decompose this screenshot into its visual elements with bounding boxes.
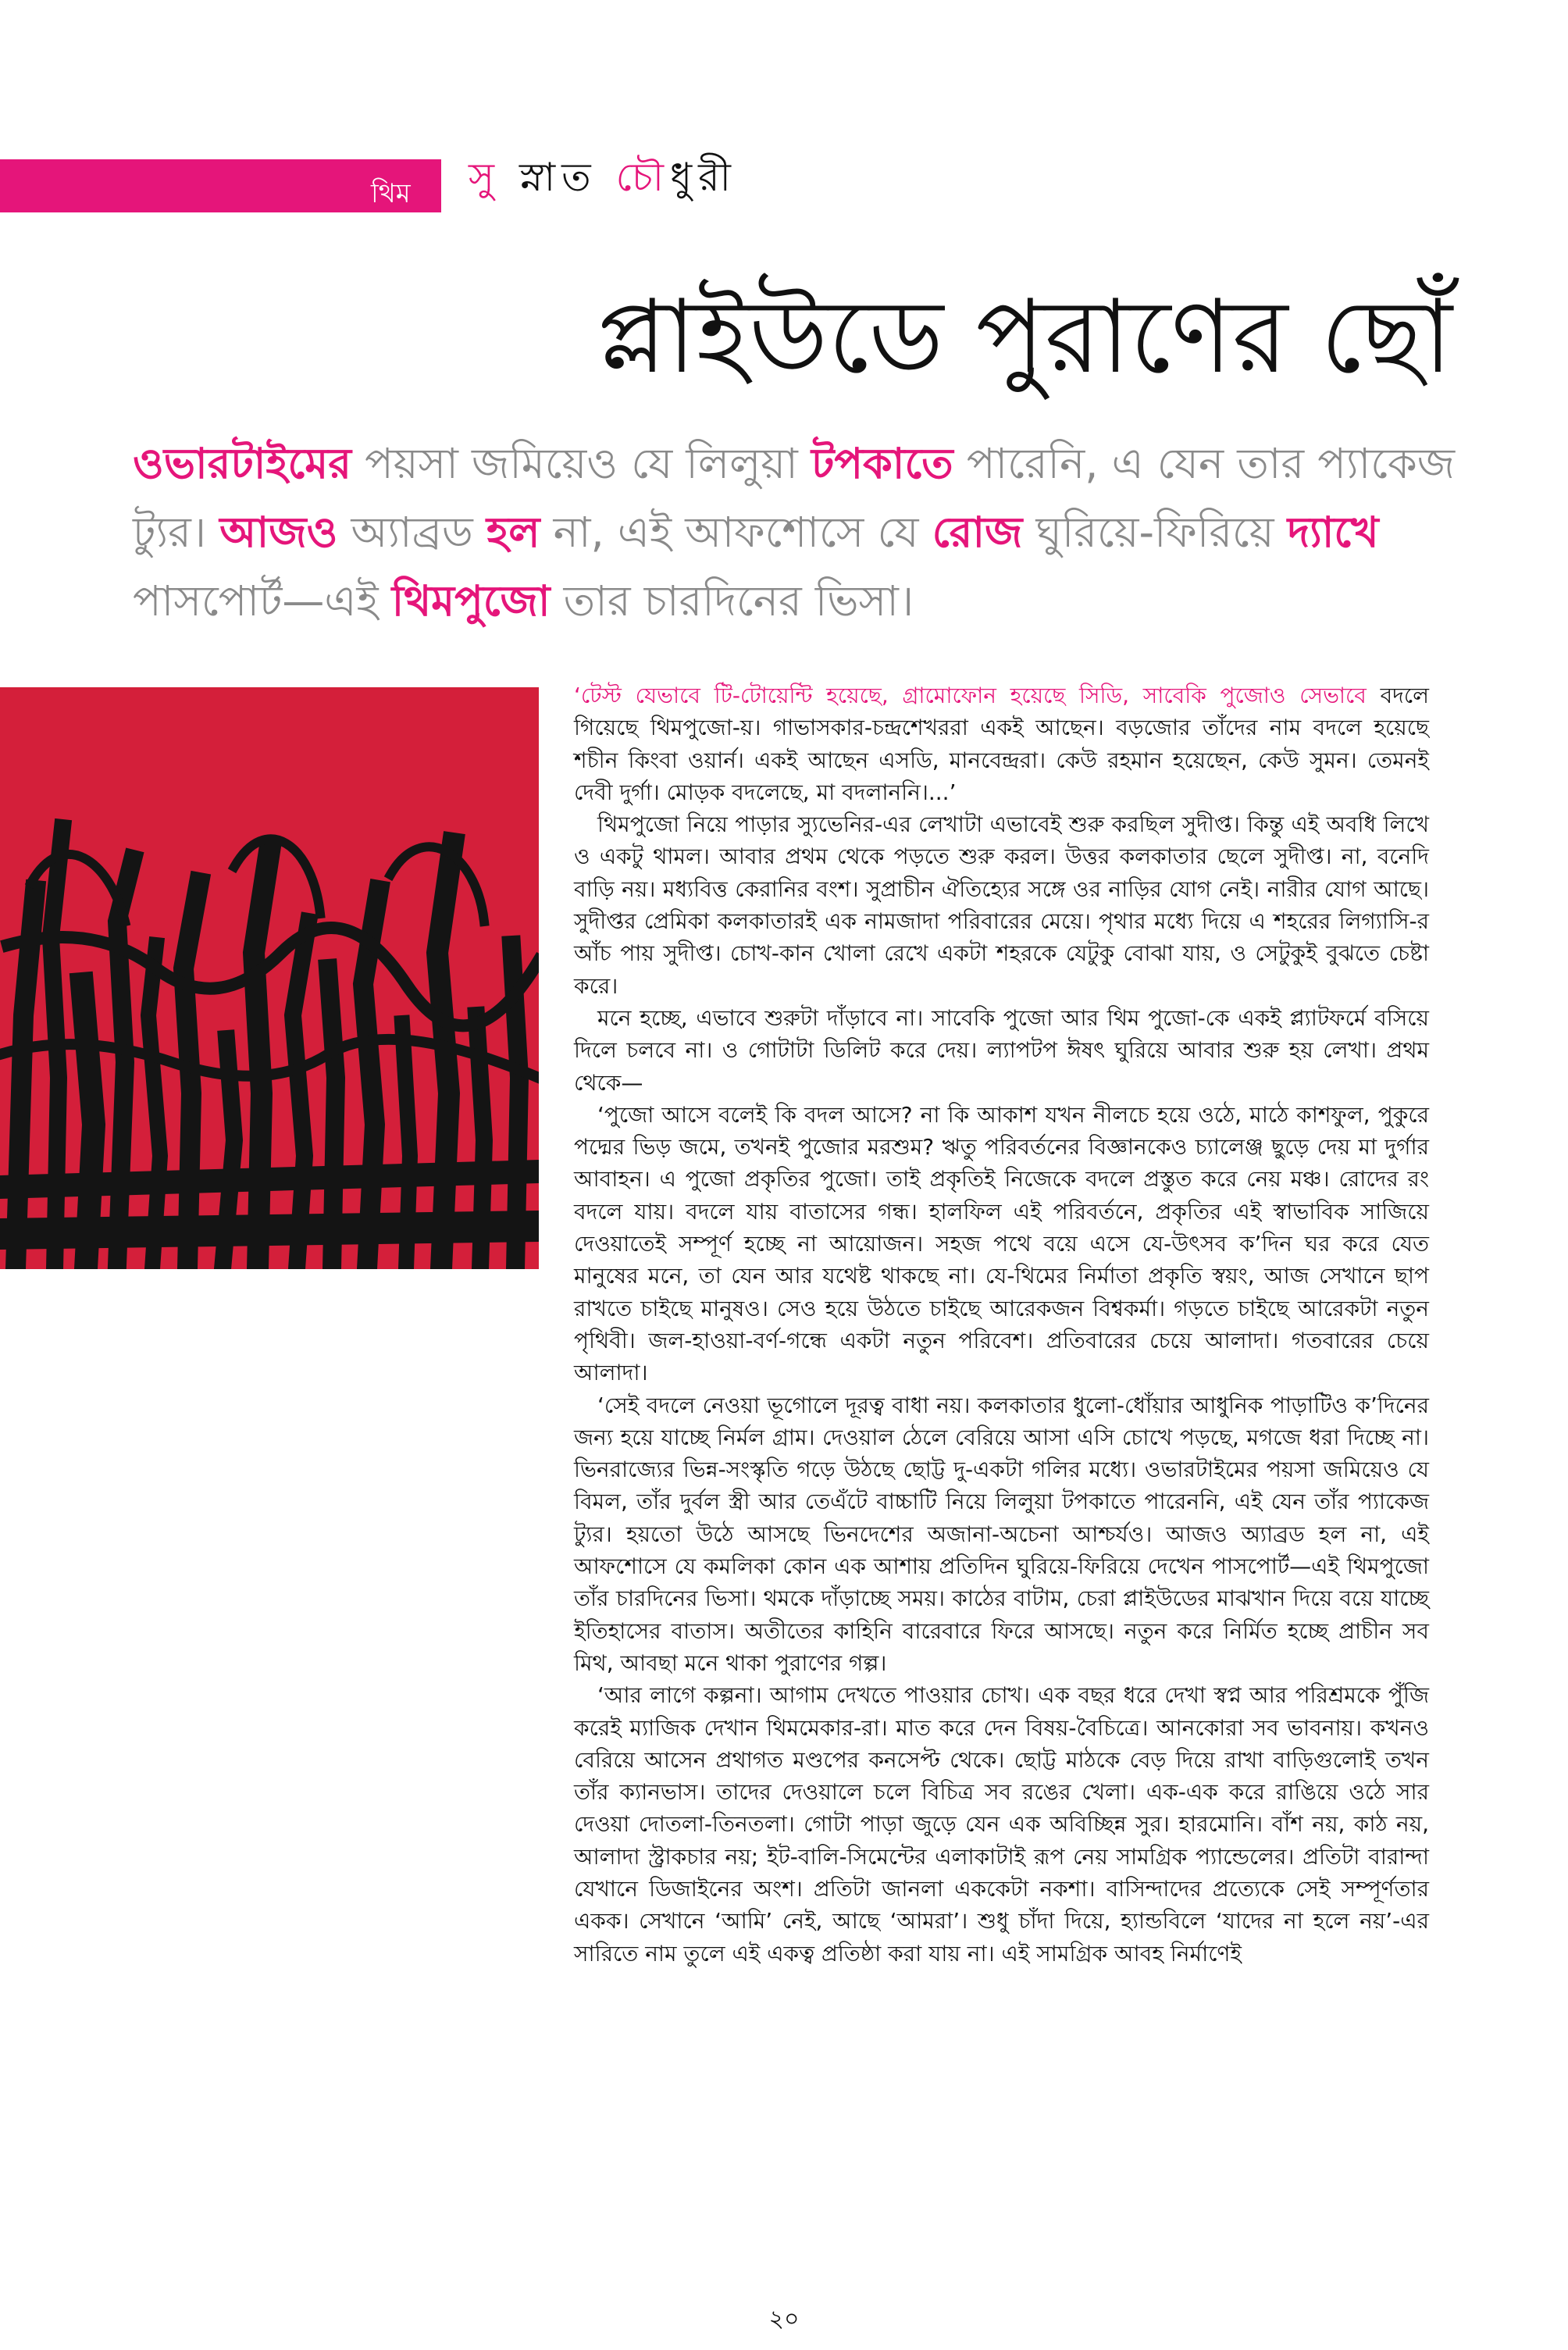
standfirst-highlight: থিমপুজো [391, 576, 551, 626]
standfirst-text: তার চারদিনের ভিসা। [550, 576, 914, 626]
standfirst-highlight: টপকাতে [811, 439, 953, 488]
standfirst-text: অ্যাব্রড [337, 508, 486, 557]
illustration-wooden-figures [0, 687, 539, 1269]
standfirst-highlight: হল [486, 508, 540, 557]
standfirst-text: পাসপোর্ট—এই [133, 576, 392, 626]
author-part: চৌ [615, 155, 671, 200]
standfirst-highlight: দ্যাখে [1287, 508, 1379, 557]
article-lead: ‘টেস্ট যেভাবে টি-টোয়েন্টি হয়েছে, গ্রামোফোন হয়েছে সিডি, সাবেকি পুজোও সেভাবে [574, 683, 1367, 708]
article-paragraph-text: বদলে গিয়েছে থিমপুজো-য়। গাভাসকার-চন্দ্রশেখররা একই আছেন। বড়জোর তাঁদের নাম বদলে হয়েছে শচীন কিংবা ওয়ার্ন। একই আছেন এসডি, মানবেন্দ্ররা। কেউ রহমান হয়েছেন, কেউ সুমন। তেমনই দেবী দুর্গা। মোড়ক বদলেছে, মা বদলাননি।...’ [574, 683, 1429, 805]
page-number: ২০ [768, 2305, 800, 2333]
author-byline [469, 148, 737, 213]
author-part: স্নাত [519, 155, 597, 200]
article-paragraph: ‘পুজো আসে বলেই কি বদল আসে? না কি আকাশ যখন নীলচে হয়ে ওঠে, মাঠে কাশফুল, পুকুরে পদ্মের ভিড় জমে, তখনই পুজোর মরশুম? ঋতু পরিবর্তনের বিজ্ঞানকেও চ্যালেঞ্জ ছুড়ে দেয় মা দুর্গার আবাহন। এ পুজো প্রকৃতির পুজো। তাই প্রকৃতিই নিজেকে বদলে প্রস্তুত করে নেয় মঞ্চ। রোদের রং বদলে যায়। বদলে যায় বাতাসের গন্ধ। হালফিল এই পরিবর্তনে, প্রকৃতির এই স্বাভাবিক সাজিয়ে দেওয়াতেই সম্পূর্ণ হচ্ছে না আয়োজন। সহজ পথে বয়ে এসে যে-উৎসব ক’দিন ঘর করে যেত মানুষের মনে, তা যেন আর যথেষ্ট থাকছে না। যে-থিমের নির্মাতা প্রকৃতি স্বয়ং, আজ সেখানে ছাপ রাখতে চাইছে মানুষও। সেও হয়ে উঠতে চাইছে আরেকজন বিশ্বকর্মা। গড়তে চাইছে আরেকটা নতুন পৃথিবী। জল-হাওয়া-বর্ণ-গন্ধে একটা নতুন পরিবেশ। প্রতিবারের চেয়ে আলাদা। গতবারের চেয়ে আলাদা। [574, 1101, 1429, 1386]
standfirst-highlight: রোজ [932, 508, 1023, 557]
headline: প্লাইউডে পুরাণের ছোঁ [597, 277, 1452, 396]
standfirst-text: পয়সা জমিয়েও যে লিলুয়া [351, 439, 811, 488]
article-paragraph: ‘আর লাগে কল্পনা। আগাম দেখতে পাওয়ার চোখ। এক বছর ধরে দেখা স্বপ্ন আর পরিশ্রমকে পুঁজি করেই ম্যাজিক দেখান থিমমেকার-রা। মাত করে দেন বিষয়-বৈচিত্রে। আনকোরা সব ভাবনায়। কখনও বেরিয়ে আসেন প্রথাগত মণ্ডপের কনসেপ্ট থেকে। ছোট্ট মাঠকে বেড় দিয়ে রাখা বাড়িগুলোই তখন তাঁর ক্যানভাস। তাদের দেওয়ালে চলে বিচিত্র সব রঙের খেলা। এক-এক করে রাঙিয়ে ওঠে সার দেওয়া দোতলা-তিনতলা। গোটা পাড়া জুড়ে যেন এক অবিচ্ছিন্ন সুর। হারমোনি। বাঁশ নয়, কাঠ নয়, আলাদা স্ট্রাকচার নয়; ইট-বালি-সিমেন্টের এলাকাটাই রূপ নেয় সামগ্রিক প্যান্ডেলের। প্রতিটা বারান্দা যেখানে ডিজাইনের অংশ। প্রতিটা জানলা এককেটা নকশা। বাসিন্দাদের প্রত্যেকে সেই সম্পূর্ণতার একক। সেখানে ‘আমি’ নেই, আছে ‘আমরা’। শুধু চাঁদা দিয়ে, হ্যান্ডবিলে ‘যাদের না হলে নয়’-এর সারিতে নাম তুলে এই একত্ব প্রতিষ্ঠা করা যায় না। এই সামগ্রিক আবহ নির্মাণেই [574, 1682, 1429, 1967]
article-paragraph: থিমপুজো নিয়ে পাড়ার স্যুভেনির-এর লেখাটা এভাবেই শুরু করছিল সুদীপ্ত। কিন্তু এই অবধি লিখে ও একটু থামল। আবার প্রথম থেকে পড়তে শুরু করল। উত্তর কলকাতার ছেলে সুদীপ্ত। না, বনেদি বাড়ি নয়। মধ্যবিত্ত কেরানির বংশ। সুপ্রাচীন ঐতিহ্যের সঙ্গে ওর নাড়ির যোগ নেই। নারীর যোগ আছে। সুদীপ্তর প্রেমিকা কলকাতারই এক নামজাদা পরিবারের মেয়ে। পৃথার মধ্যে দিয়ে এ শহরের লিগ্যাসি-র আঁচ পায় সুদীপ্ত। চোখ-কান খোলা রেখে একটা শহরকে যেটুকু বোঝা যায়, ও সেটুকুই বুঝতে চেষ্টা করে। [574, 811, 1429, 999]
article-paragraph: ‘সেই বদলে নেওয়া ভূগোলে দূরত্ব বাধা নয়। কলকাতার ধুলো-ধোঁয়ার আধুনিক পাড়াটিও ক’দিনের জন্য হয়ে যাচ্ছে নির্মল গ্রাম। দেওয়াল ঠেলে বেরিয়ে আসা এসি চোখে পড়ছে, মগজে ধরা দিচ্ছে না। ভিনরাজ্যের ভিন্ন-সংস্কৃতি গড়ে উঠছে ছোট্ট দু-একটা গলির মধ্যে। ওভারটাইমের পয়সা জমিয়েও যে বিমল, তাঁর দুর্বল স্ত্রী আর তেএঁটে বাচ্চাটি নিয়ে লিলুয়া টপকাতে পারেননি, এই যেন তাঁর প্যাকেজ ট্যুর। হয়তো উঠে আসছে ভিনদেশের অজানা-অচেনা আশ্চর্যও। আজও অ্যাব্রড হল না, এই আফশোসে যে কমলিকা কোন এক আশায় প্রতিদিন ঘুরিয়ে-ফিরিয়ে দেখেন পাসপোর্ট—এই থিমপুজো তাঁর চারদিনের ভিসা। থমকে দাঁড়াচ্ছে সময়। কাঠের বাটাম, চেরা প্লাইউডের মাঝখান দিয়ে বয়ে যাচ্ছে ইতিহাসের বাতাস। অতীতের কাহিনি বারেবারে ফিরে আসছে। নতুন করে নির্মিত হচ্ছে প্রাচীন সব মিথ, আবছা মনে থাকা পুরাণের গল্প। [574, 1392, 1429, 1676]
article-paragraph [574, 679, 1429, 808]
standfirst-highlight: ওভারটাইমের [133, 439, 351, 488]
author-part: ধুরী [670, 155, 737, 200]
standfirst-text: না, এই আফশোসে যে [540, 508, 932, 557]
standfirst-text: ঘুরিয়ে-ফিরিয়ে [1022, 508, 1288, 557]
section-tag: থিম [371, 178, 411, 209]
author-part: সু [469, 155, 501, 200]
article-body [574, 679, 1429, 1970]
standfirst-text: পারেনি, এ যেন তার প্যাকেজ ট্যুর। [133, 439, 1456, 557]
article-paragraph: মনে হচ্ছে, এভাবে শুরুটা দাঁড়াবে না। সাবেকি পুজো আর থিম পুজো-কে একই প্ল্যাটফর্মে বসিয়ে দিলে চলবে না। ও গোটাটা ডিলিট করে দেয়। ল্যাপটপ ঈষৎ ঘুরিয়ে আবার শুরু হয় লেখা। প্রথম থেকে— [574, 1004, 1429, 1096]
standfirst-highlight: আজও [219, 508, 338, 557]
standfirst [133, 430, 1491, 636]
